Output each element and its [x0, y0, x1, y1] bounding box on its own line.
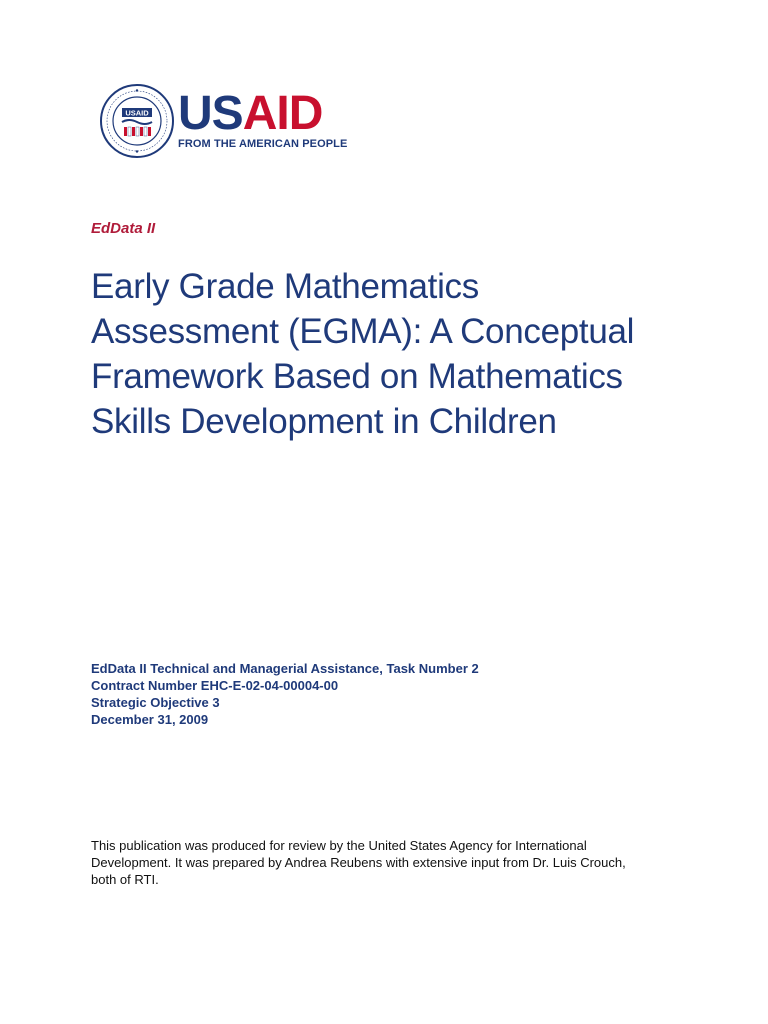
title-line: Assessment (EGMA): A Conceptual [91, 312, 635, 351]
date-line: December 31, 2009 [91, 712, 209, 727]
title-line: Framework Based on Mathematics [91, 357, 623, 396]
usaid-wordmark [178, 87, 323, 140]
title-line: Early Grade Mathematics [91, 267, 479, 306]
svg-text:USAID: USAID [125, 108, 149, 118]
wordmark-us: US [178, 87, 243, 140]
contract-details [91, 660, 479, 728]
usaid-seal-icon [100, 84, 174, 158]
usaid-logo [100, 84, 348, 164]
contract-number-line: Contract Number EHC-E-02-04-00004-00 [91, 678, 339, 693]
document-title [91, 264, 711, 444]
publication-disclaimer: This publication was produced for review by the United States Agency for International Development. It was prepared by Andrea Reubens with extensive input from Dr. Luis Crouch, both of RTI. [91, 838, 626, 887]
task-line: EdData II Technical and Managerial Assistance, Task Number 2 [91, 661, 479, 676]
wordmark-aid: AID [242, 87, 323, 140]
series-label: EdData II [91, 220, 156, 237]
logo-tagline: FROM THE AMERICAN PEOPLE [178, 138, 348, 150]
strategic-objective-line: Strategic Objective 3 [91, 695, 220, 710]
title-line: Skills Development in Children [91, 402, 557, 441]
